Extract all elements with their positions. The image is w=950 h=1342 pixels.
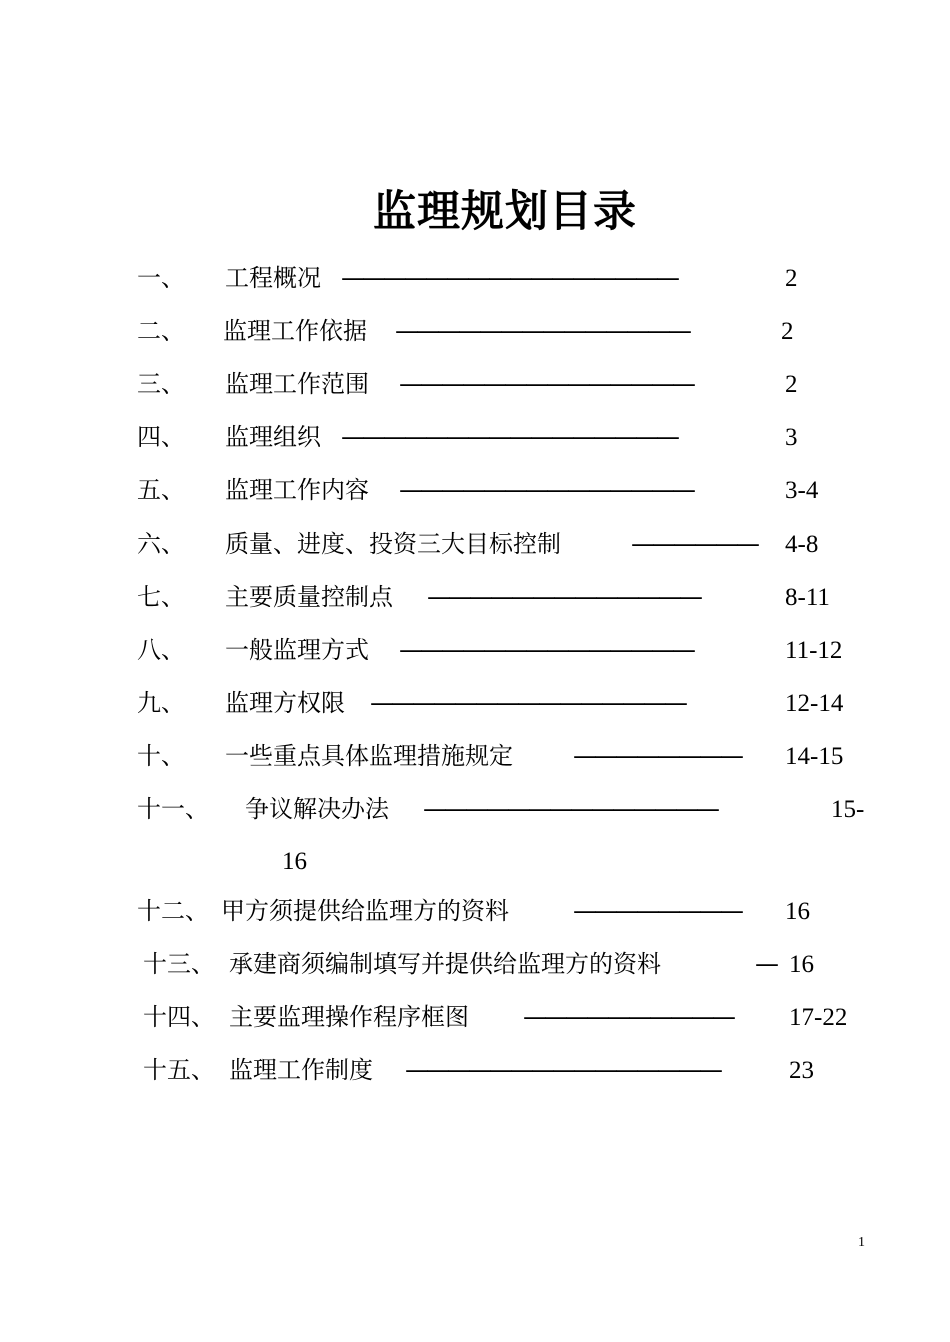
- toc-page: 4-8: [785, 531, 819, 558]
- toc-entry-1[interactable]: [137, 266, 837, 296]
- toc-entry-11[interactable]: [137, 797, 877, 879]
- toc-page: 2: [785, 371, 798, 398]
- toc-leader: ————————————————: [341, 264, 677, 292]
- toc-number: 七、: [137, 583, 185, 611]
- toc-leader: ——————————————: [399, 636, 693, 664]
- toc-number: 五、: [137, 476, 185, 504]
- toc-entry-7[interactable]: [137, 585, 857, 615]
- toc-title: 工程概况: [225, 264, 321, 292]
- toc-number: 十、: [137, 742, 185, 770]
- toc-number: 十四、: [143, 1003, 215, 1031]
- toc-title: 监理组织: [225, 423, 321, 451]
- toc-leader: ————————: [573, 742, 741, 770]
- toc-leader: ——————————————: [395, 317, 689, 345]
- toc-title: 监理方权限: [225, 689, 345, 717]
- toc-title: 承建商须编制填写并提供给监理方的资料: [229, 950, 661, 978]
- toc-number: 四、: [137, 423, 185, 451]
- toc-entry-9[interactable]: [137, 691, 857, 721]
- toc-number: 十二、: [137, 897, 209, 925]
- toc-leader: ————————————————: [341, 423, 677, 451]
- toc-number: 一、: [137, 264, 185, 292]
- toc-entry-6[interactable]: [137, 532, 857, 562]
- toc-page: 2: [785, 265, 798, 292]
- toc-title: 争议解决办法: [245, 795, 389, 823]
- toc-number: 二、: [137, 317, 185, 345]
- toc-title: 甲方须提供给监理方的资料: [221, 897, 509, 925]
- toc-entry-12[interactable]: [137, 899, 857, 929]
- toc-page: 3-4: [785, 477, 819, 504]
- toc-leader: ——————: [631, 530, 757, 558]
- toc-leader: ——————————————: [399, 370, 693, 398]
- toc-leader: ——————————————: [423, 795, 717, 823]
- toc-leader: ——————————————: [399, 476, 693, 504]
- toc-number: 六、: [137, 530, 185, 558]
- toc-page: 12-14: [785, 690, 844, 717]
- toc-entry-4[interactable]: [137, 425, 837, 455]
- toc-number: 九、: [137, 689, 185, 717]
- toc-entry-5[interactable]: [137, 478, 857, 508]
- toc-page: 15-: [831, 796, 865, 823]
- toc-entry-2[interactable]: [137, 319, 837, 349]
- toc-title: 质量、进度、投资三大目标控制: [225, 530, 561, 558]
- toc-number: 十五、: [143, 1056, 215, 1084]
- toc-page: 14-15: [785, 743, 844, 770]
- toc-leader: ———————————————: [370, 689, 685, 717]
- toc-page: 3: [785, 424, 798, 451]
- toc-title: 监理工作依据: [223, 317, 367, 345]
- page-title: 监理规划目录: [373, 187, 637, 237]
- toc-entry-13[interactable]: [143, 952, 863, 982]
- toc-page: 16: [789, 951, 814, 978]
- toc-leader: ———————————————: [405, 1056, 720, 1084]
- toc-title: 监理工作制度: [229, 1056, 373, 1084]
- toc-title: 主要质量控制点: [225, 583, 393, 611]
- toc-title: 一般监理方式: [225, 636, 369, 664]
- toc-page-continued: 16: [282, 848, 307, 875]
- toc-page: 16: [785, 898, 810, 925]
- toc-entry-14[interactable]: [143, 1005, 863, 1035]
- toc-number: 八、: [137, 636, 185, 664]
- toc-page: 11-12: [785, 637, 843, 664]
- toc-page: 8-11: [785, 584, 830, 611]
- toc-title: 主要监理操作程序框图: [229, 1003, 469, 1031]
- toc-entry-3[interactable]: [137, 372, 837, 402]
- toc-page: 17-22: [789, 1004, 848, 1031]
- toc-number: 三、: [137, 370, 185, 398]
- toc-leader: —————————————: [427, 583, 700, 611]
- page-number: 1: [858, 1235, 865, 1250]
- toc-entry-8[interactable]: [137, 638, 857, 668]
- toc-page: 2: [781, 318, 794, 345]
- toc-page: 23: [789, 1057, 814, 1084]
- toc-entry-15[interactable]: [143, 1058, 863, 1088]
- toc-leader: ——————————: [523, 1003, 733, 1031]
- toc-number: 十三、: [143, 950, 215, 978]
- toc-leader: ————————: [573, 897, 741, 925]
- toc-leader: —: [755, 950, 776, 978]
- toc-entry-10[interactable]: [137, 744, 857, 774]
- toc-number: 十一、: [137, 795, 209, 823]
- toc-title: 监理工作范围: [225, 370, 369, 398]
- toc-title: 监理工作内容: [225, 476, 369, 504]
- toc-title: 一些重点具体监理措施规定: [225, 742, 513, 770]
